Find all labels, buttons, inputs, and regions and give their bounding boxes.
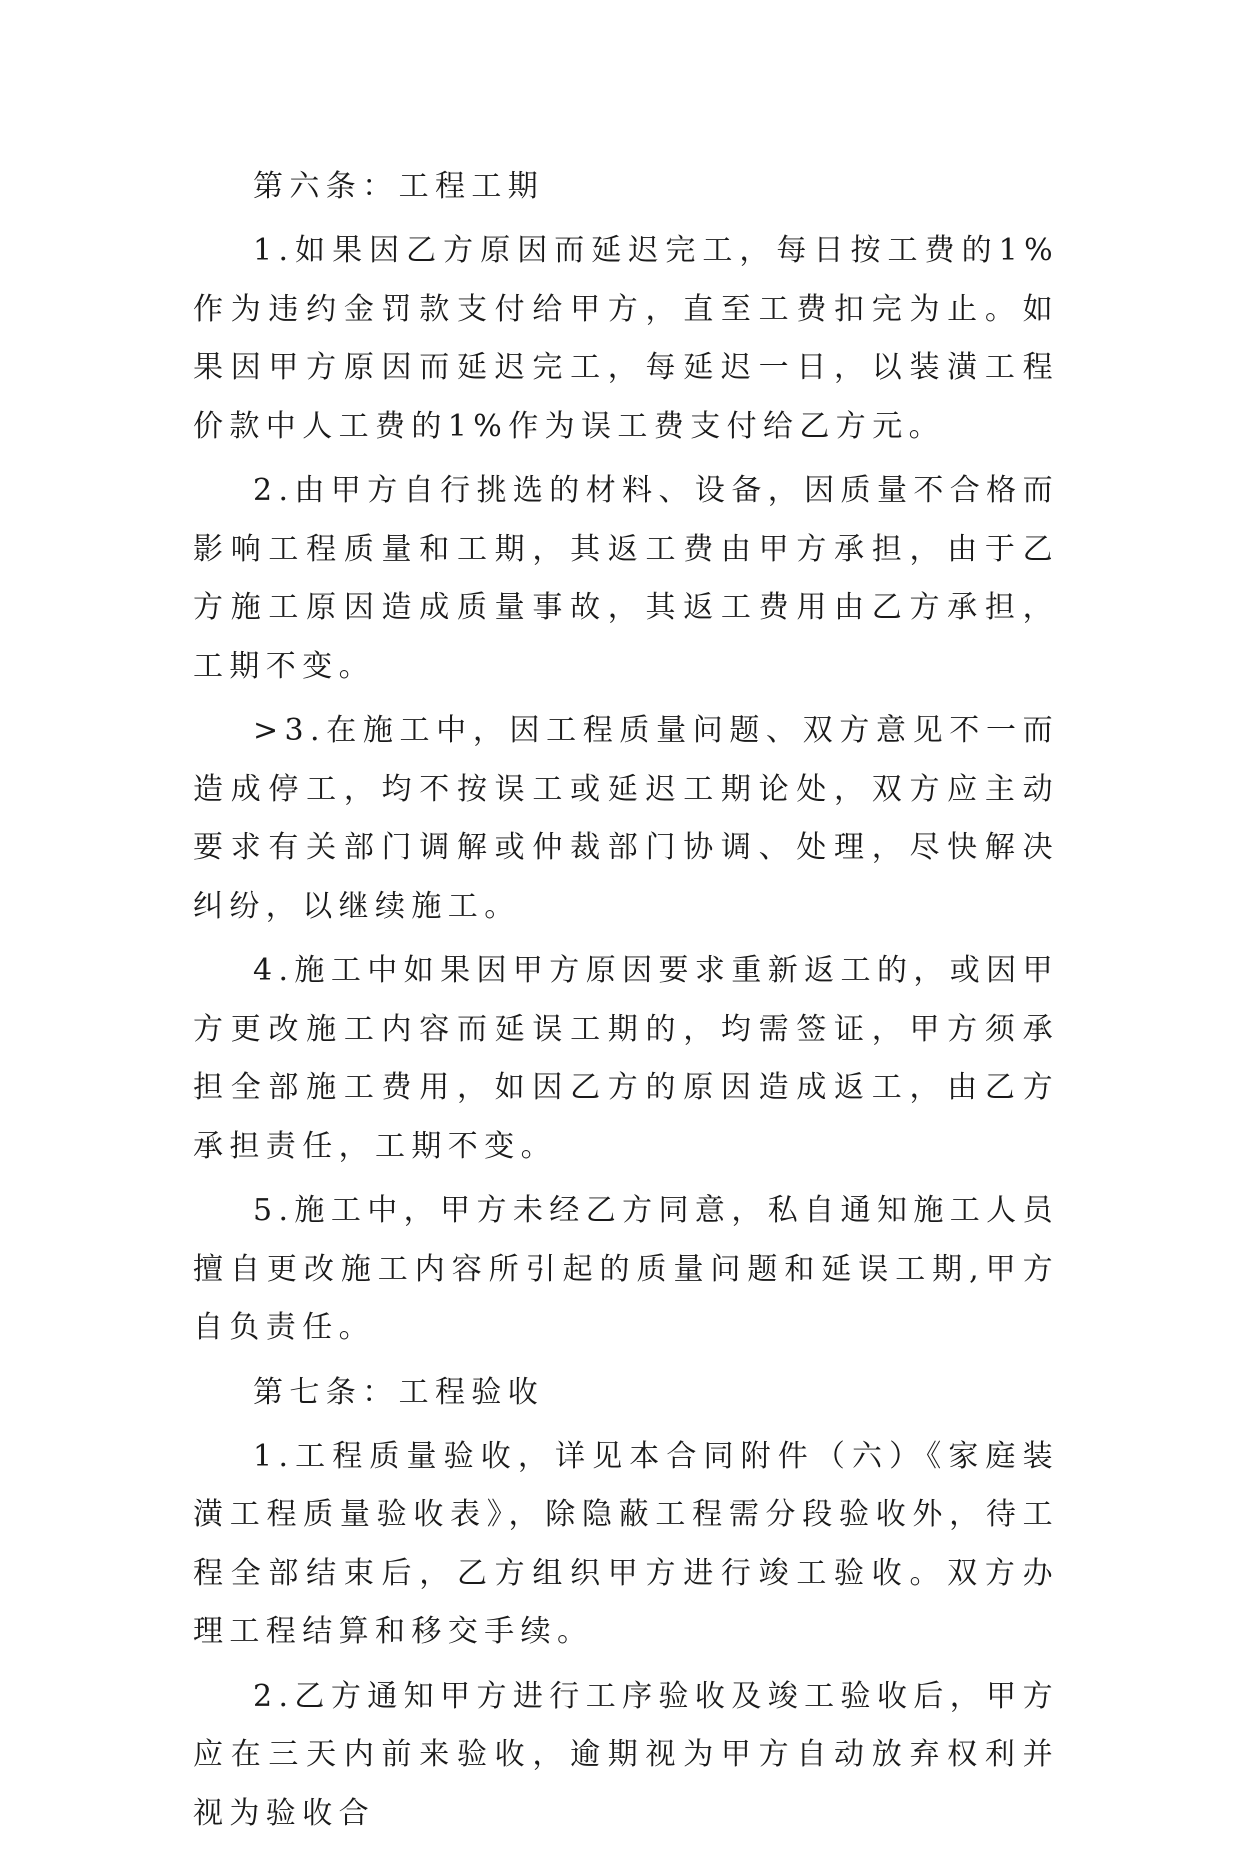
section-6-heading: 第六条：工程工期 (253, 169, 545, 204)
section-6-clause-4: 4.施工中如果因甲方原因要求重新返工的，或因甲方更改施工内容而延误工期的，均需签证，甲方须承担全部施工费用，如因乙方的原因造成返工，由乙方承担责任，工期不变。 (193, 953, 1059, 1164)
section-7-clause-1: 1.工程质量验收，详见本合同附件（六）《家庭装潢工程质量验收表》，除隐蔽工程需分段验收外，待工程全部结束后，乙方组织甲方进行竣工验收。双方办理工程结算和移交手续。 (193, 1438, 1059, 1649)
section-6-clause-2: 2.由甲方自行挑选的材料、设备，因质量不合格而影响工程质量和工期，其返工费由甲方承担，由于乙方施工原因造成质量事故，其返工费用由乙方承担，工期不变。 (193, 473, 1059, 684)
section-7-heading: 第七条：工程验收 (253, 1374, 545, 1410)
section-7-clause-2: 2.乙方通知甲方进行工序验收及竣工验收后，甲方应在三天内前来验收，逾期视为甲方自动放弃权利并视为验收合 (193, 1678, 1059, 1831)
section-6-clause-5: 5.施工中，甲方未经乙方同意，私自通知施工人员擅自更改施工内容所引起的质量问题和延误工期,甲方自负责任。 (193, 1193, 1059, 1345)
document-body (193, 158, 1059, 1849)
section-6-clause-3: >3.在施工中，因工程质量问题、双方意见不一而造成停工，均不按误工或延迟工期论处，双方应主动要求有关部门调解或仲裁部门协调、处理，尽快解决纠纷，以继续施工。 (193, 713, 1059, 924)
section-6-clause-1: 1.如果因乙方原因而延迟完工，每日按工费的1%作为违约金罚款支付给甲方，直至工费扣完为止。如果因甲方原因而延迟完工，每延迟一日，以装潢工程价款中人工费的1%作为误工费支付给乙方元。 (193, 233, 1059, 444)
